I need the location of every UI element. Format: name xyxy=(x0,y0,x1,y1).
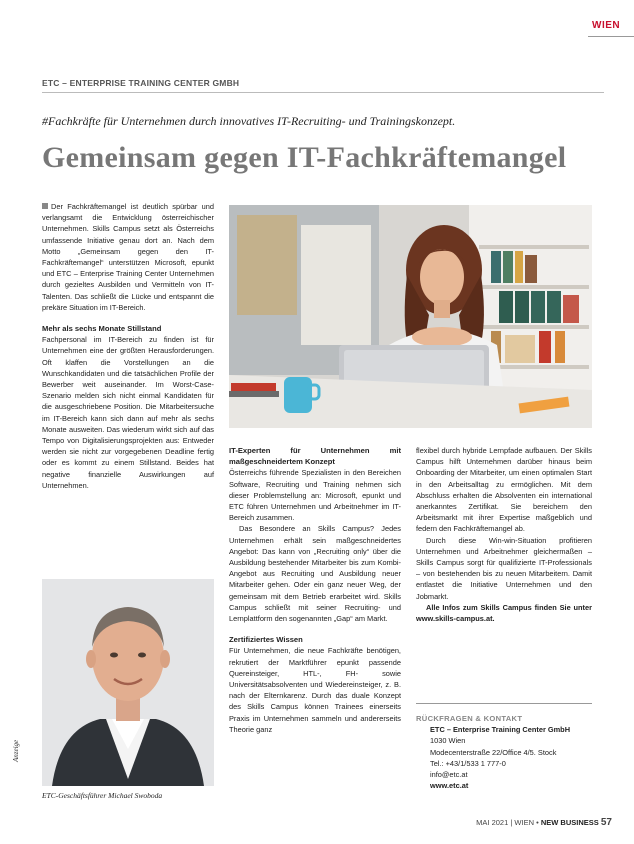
paragraph-experten: Österreichs führende Spezialisten in den Bereichen Software, Recruiting und Training nehmen sich dieser Problemstellung an: Microsoft, epunkt und ETC führen Unternehmen und Arbeitnehmer im IT-Bereich zusammen. xyxy=(229,468,401,523)
footer-issue: MAI 2021 xyxy=(476,818,509,827)
photo-woman-laptop xyxy=(229,205,592,428)
portrait-caption: ETC-Geschäftsführer Michael Swoboda xyxy=(42,791,163,800)
company-line: ETC – ENTERPRISE TRAINING CENTER GMBH xyxy=(42,78,240,88)
intro-text: Der Fachkräftemangel ist deutlich spürbar und verlangsamt die Entwicklung österreichischer Unternehmen. Skills Campus setzt als Österreichs umfassende Initiative genau dort an. Nach dem Motto „Gemeinsam gegen den IT-Fachkräftemangel“ unterstützen Microsoft, epunkt und ETC – Enterprise Training Center Unternehmen durch gezieltes Ausbilden und Vermitteln von IT-Talenten. Das schließt die Lücke und entspannt die prekäre Situation im IT-Bereich. xyxy=(42,202,214,312)
column-3 xyxy=(416,445,592,624)
kicker: #Fachkräfte für Unternehmen durch innovatives IT-Recruiting- und Trainingskonzept. xyxy=(42,114,456,128)
company-rule xyxy=(42,92,604,93)
contact-rule xyxy=(416,703,592,704)
contact-city: 1030 Wien xyxy=(430,736,466,746)
page-number: 57 xyxy=(600,817,612,828)
contact-phone: Tel.: +43/1/533 1 777-0 xyxy=(430,758,506,768)
paragraph-infos: Alle Infos zum Skills Campus finden Sie unter www.skills-campus.at. xyxy=(416,602,592,624)
contact-heading: RÜCKFRAGEN & KONTAKT xyxy=(416,714,523,723)
region-label: WIEN xyxy=(592,20,621,31)
photo-woman-laptop-image xyxy=(229,205,592,428)
headline: Gemeinsam gegen IT-Fachkräftemangel xyxy=(42,141,567,174)
paragraph-win-win: Durch diese Win-win-Situation profitieren Unternehmen und Arbeitnehmer gleichermaßen – Skills Campus sorgt für qualifizierte IT-Professionals – von bestehenden bis zu neuen Mitarbeitern. Damit entlastet die Initiative Unternehmen und den Jobmarkt. xyxy=(416,535,592,601)
footer-dot: • xyxy=(536,818,539,827)
region-rule xyxy=(588,36,634,37)
contact-box xyxy=(416,713,596,791)
contact-street: Modecenterstraße 22/Office 4/5. Stock xyxy=(430,747,557,757)
paragraph-stillstand: Fachpersonal im IT-Bereich zu finden ist für Unternehmen eine der größten Herausforderungen. Oft klaffen die Vorstellungen an die Wunschkandidaten und die tatsächlichen Profile der Bewerber weit auseinander. Im Worst-Case-Szenario melden sich nicht einmal Kandidaten für die ausgeschriebene Position. Die Mitarbeitersuche im IT-Bereich kann sich dann auf mehr als sechs Monate ausweiten. Das wiederum wirkt sich auf das Tempo von Digitalisierungsprojekten aus: Entweder werden sie nicht zur vorgegebenen Deadline fertig oder es kommt zu einem Stillstand. Beides hat negative finanzielle Auswirkungen auf Unternehmen. xyxy=(42,335,214,490)
photo-portrait xyxy=(42,579,214,786)
contact-web[interactable]: www.etc.at xyxy=(430,781,469,791)
paragraph-besondere: Das Besondere an Skills Campus? Jedes Unternehmen erhält sein maßgeschneidertes Angebot: Das kann von „Recruiting only“ über die Ausbildung bestehender Mitarbeiter bis zum Kombi-Angebot aus Recruiting und Ausbildung neuer Mitarbeiter gehen. Oder ein ganz neuer Weg, der gemeinsam mit dem Betrieb erarbeitet wird. Skills Campus schließt mit seiner Recruiting- und Lernplattform den sogenannten „Gap“ am Markt. xyxy=(229,524,401,624)
column-1 xyxy=(42,201,214,491)
subhead-stillstand: Mehr als sechs Monate Stillstand xyxy=(42,324,162,334)
subhead-it-experten: IT-Experten für Unternehmen mit maßgeschneidertem Konzept xyxy=(229,446,401,467)
contact-company: ETC – Enterprise Training Center GmbH xyxy=(430,725,571,735)
footer-separator: | xyxy=(510,818,513,827)
column-2 xyxy=(229,445,401,735)
footer-section: WIEN xyxy=(514,818,535,827)
lead-marker xyxy=(42,203,48,209)
intro-paragraph xyxy=(42,201,214,313)
page-footer xyxy=(476,817,612,828)
paragraph-zertifiziert: Für Unternehmen, die neue Fachkräfte benötigen, rekrutiert der Marktführer epunkt passende Quereinsteiger, HTL-, FH- sowie Universitätsabsolventen und Wiedereinsteiger, z. B. nach der Elternkarenz. Durch das duale Konzept des Skills Campus können Trainees einerseits Praxis im Unternehmen sammeln und andererseits Theorie ganz xyxy=(229,646,401,734)
subhead-zertifiziert: Zertifiziertes Wissen xyxy=(229,635,303,645)
advertisement-label: Anzeige xyxy=(12,739,20,762)
footer-brand: NEW BUSINESS xyxy=(540,818,599,827)
contact-email[interactable]: info@etc.at xyxy=(430,770,468,780)
paragraph-flexibel: flexibel durch hybride Lernpfade aufbauen. Der Skills Campus hilft Unternehmen darüber hinaus beim Onboarding der Mitarbeiter, um einen optimalen Start in den Arbeitsalltag zu ermöglichen. Mit dem Abschluss erhalten die Absolventen ein international anerkanntes Zertifikat. Sie bereichern den Arbeitsmarkt mit ihrer Expertise maßgeblich und federn den Fachkräftemangel ab. xyxy=(416,446,592,534)
photo-portrait-image xyxy=(42,579,214,786)
